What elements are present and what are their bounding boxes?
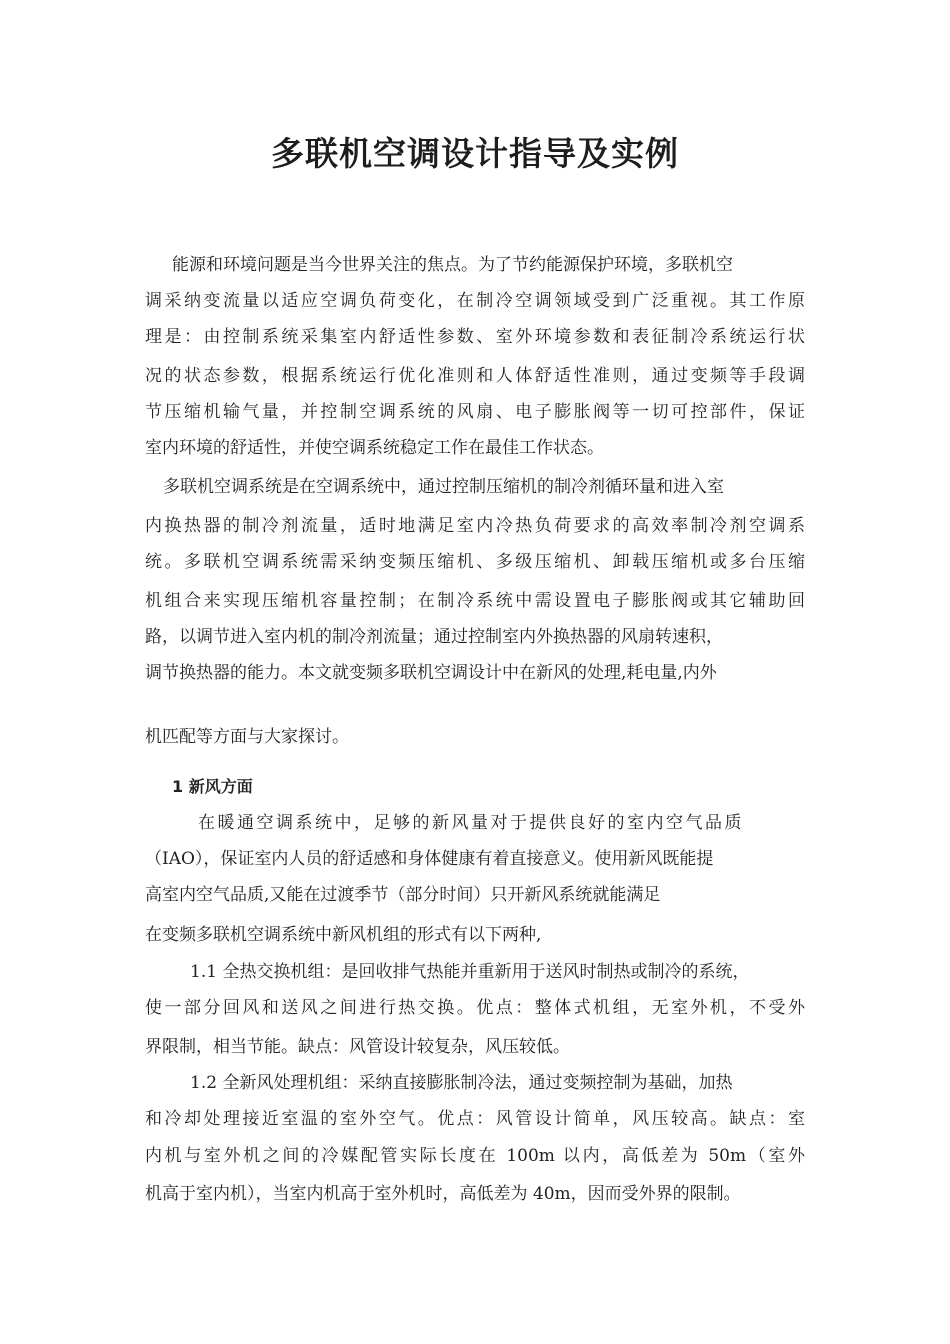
paragraph-line: （IAO），保证室内人员的舒适感和身体健康有着直接意义。使用新风既能提 [145,849,714,869]
paragraph-line: 能源和环境问题是当今世界关注的焦点。为了节约能源保护环境，多联机空 [172,255,733,275]
paragraph-line: 1.2 全新风处理机组：采纳直接膨胀制冷法，通过变频控制为基础，加热 [190,1073,733,1093]
paragraph-line: 调采纳变流量以适应空调负荷变化，在制冷空调领域受到广泛重视。其工作原 [145,291,805,311]
paragraph-line: 内机与室外机之间的冷媒配管实际长度在 100m 以内，高低差为 50m（室外 [145,1146,805,1166]
paragraph-line: 机高于室内机），当室内机高于室外机时，高低差为 40m，因而受外界的限制。 [145,1184,741,1204]
paragraph-line: 在变频多联机空调系统中新风机组的形式有以下两种, [145,925,542,945]
paragraph-line: 节压缩机输气量，并控制空调系统的风扇、电子膨胀阀等一切可控部件，保证 [145,402,805,422]
paragraph-line: 路，以调节进入室内机的制冷剂流量；通过控制室内外换热器的风扇转速积， [145,627,723,647]
paragraph-line: 况的状态参数，根据系统运行优化准则和人体舒适性准则，通过变频等手段调 [145,366,805,386]
paragraph-line: 使一部分回风和送风之间进行热交换。优点：整体式机组，无室外机，不受外 [145,998,805,1018]
paragraph-line: 理是：由控制系统采集室内舒适性参数、室外环境参数和表征制冷系统运行状 [145,327,805,347]
paragraph-line: 1.1 全热交换机组：是回收排气热能并重新用于送风时制热或制冷的系统， [190,962,750,982]
paragraph-line: 统。多联机空调系统需采纳变频压缩机、多级压缩机、卸载压缩机或多台压缩 [145,552,805,572]
paragraph-line: 调节换热器的能力。本文就变频多联机空调设计中在新风的处理,耗电量,内外 [145,663,717,683]
paragraph-line: 室内环境的舒适性，并使空调系统稳定工作在最佳工作状态。 [145,438,604,458]
paragraph-line: 机组合来实现压缩机容量控制；在制冷系统中需设置电子膨胀阀或其它辅助回 [145,591,805,611]
section-heading: 1 新风方面 [172,777,253,796]
document-title: 多联机空调设计指导及实例 [271,134,679,173]
paragraph-line: 多联机空调系统是在空调系统中，通过控制压缩机的制冷剂循环量和进入室 [163,477,724,497]
paragraph-line: 内换热器的制冷剂流量，适时地满足室内冷热负荷要求的高效率制冷剂空调系 [145,516,805,536]
paragraph-line: 在暖通空调系统中，足够的新风量对于提供良好的室内空气品质 [198,813,744,833]
paragraph-line: 界限制，相当节能。缺点：风管设计较复杂，风压较低。 [145,1037,570,1057]
paragraph-line: 和冷却处理接近室温的室外空气。优点：风管设计简单，风压较高。缺点：室 [145,1109,805,1129]
paragraph-line: 机匹配等方面与大家探讨。 [145,727,349,747]
paragraph-line: 高室内空气品质,又能在过渡季节（部分时间）只开新风系统就能满足 [145,885,661,905]
